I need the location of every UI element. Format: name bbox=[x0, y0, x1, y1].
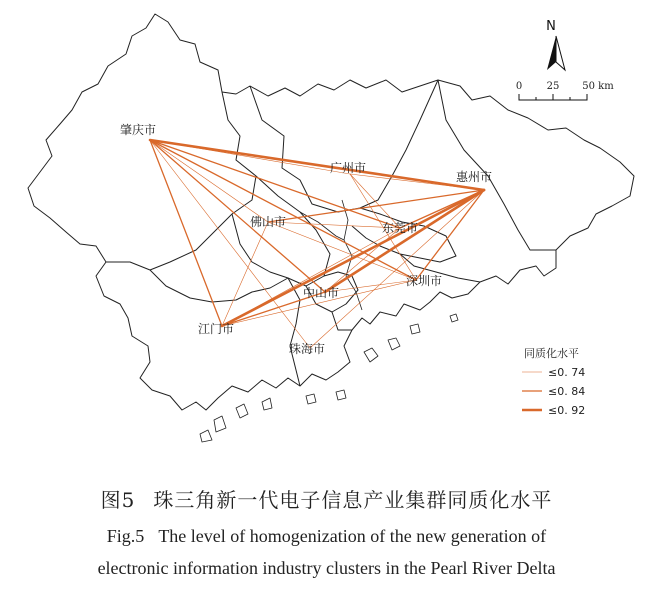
legend bbox=[522, 346, 585, 417]
city-label-guangzhou: 广州市 bbox=[330, 161, 367, 175]
zhuhai-boundary bbox=[332, 312, 352, 330]
city-label-zhuhai: 珠海市 bbox=[289, 342, 326, 356]
north-arrow-icon bbox=[547, 36, 556, 70]
link-zhaoqing-jiangmen bbox=[150, 140, 222, 326]
city-labels bbox=[120, 122, 492, 356]
zhaoqing-boundary bbox=[106, 92, 256, 270]
link-zhaoqing-foshan bbox=[150, 140, 268, 222]
guangzhou-boundary bbox=[250, 80, 438, 212]
link-jiangmen-foshan bbox=[222, 222, 268, 326]
caption-english-line2 bbox=[0, 558, 653, 579]
city-label-shenzhen: 深圳市 bbox=[406, 274, 443, 288]
homogenization-links bbox=[150, 140, 484, 348]
link-huizhou-zhuhai bbox=[310, 190, 484, 348]
link-huizhou-zhongshan bbox=[325, 190, 484, 292]
scale-tick-25: 25 bbox=[546, 81, 560, 92]
caption-english-line1 bbox=[0, 526, 653, 547]
north-arrow bbox=[546, 19, 565, 70]
city-label-zhongshan: 中山市 bbox=[303, 286, 340, 300]
caption-en-line1: The level of homogenization of the new generation of bbox=[158, 526, 547, 546]
city-label-jiangmen: 江门市 bbox=[198, 322, 235, 336]
link-jiangmen-dongguan bbox=[222, 228, 400, 326]
link-huizhou-shenzhen bbox=[416, 190, 484, 280]
legend-title: 同质化水平 bbox=[524, 347, 579, 360]
link-zhaoqing-guangzhou bbox=[150, 140, 350, 174]
city-label-huizhou: 惠州市 bbox=[456, 170, 493, 184]
north-label: N bbox=[546, 19, 556, 34]
caption-en-line2: electronic information industry clusters in the Pearl River Delta bbox=[97, 558, 556, 578]
legend-label-2: ≤0. 92 bbox=[548, 404, 586, 417]
link-guangzhou-dongguan bbox=[350, 174, 400, 228]
city-label-foshan: 佛山市 bbox=[250, 215, 287, 229]
caption-chinese bbox=[0, 484, 653, 513]
scale-tick-50: 50 km bbox=[582, 81, 614, 92]
caption-cn-fig: 图5 bbox=[100, 488, 136, 512]
huizhou-boundary bbox=[438, 80, 556, 250]
region-boundaries bbox=[28, 14, 634, 442]
caption-en-fig: Fig.5 bbox=[106, 526, 145, 546]
scale-tick-0: 0 bbox=[515, 81, 523, 92]
city-label-zhaoqing: 肇庆市 bbox=[120, 123, 157, 137]
scale-bar bbox=[516, 81, 614, 100]
city-label-dongguan: 东莞市 bbox=[382, 221, 419, 235]
link-huizhou-jiangmen bbox=[222, 190, 484, 326]
caption-cn-title: 珠三角新一代电子信息产业集群同质化水平 bbox=[153, 488, 553, 512]
legend-label-1: ≤0. 84 bbox=[548, 385, 586, 398]
link-zhaoqing-huizhou bbox=[150, 140, 484, 190]
legend-label-0: ≤0. 74 bbox=[548, 366, 586, 379]
